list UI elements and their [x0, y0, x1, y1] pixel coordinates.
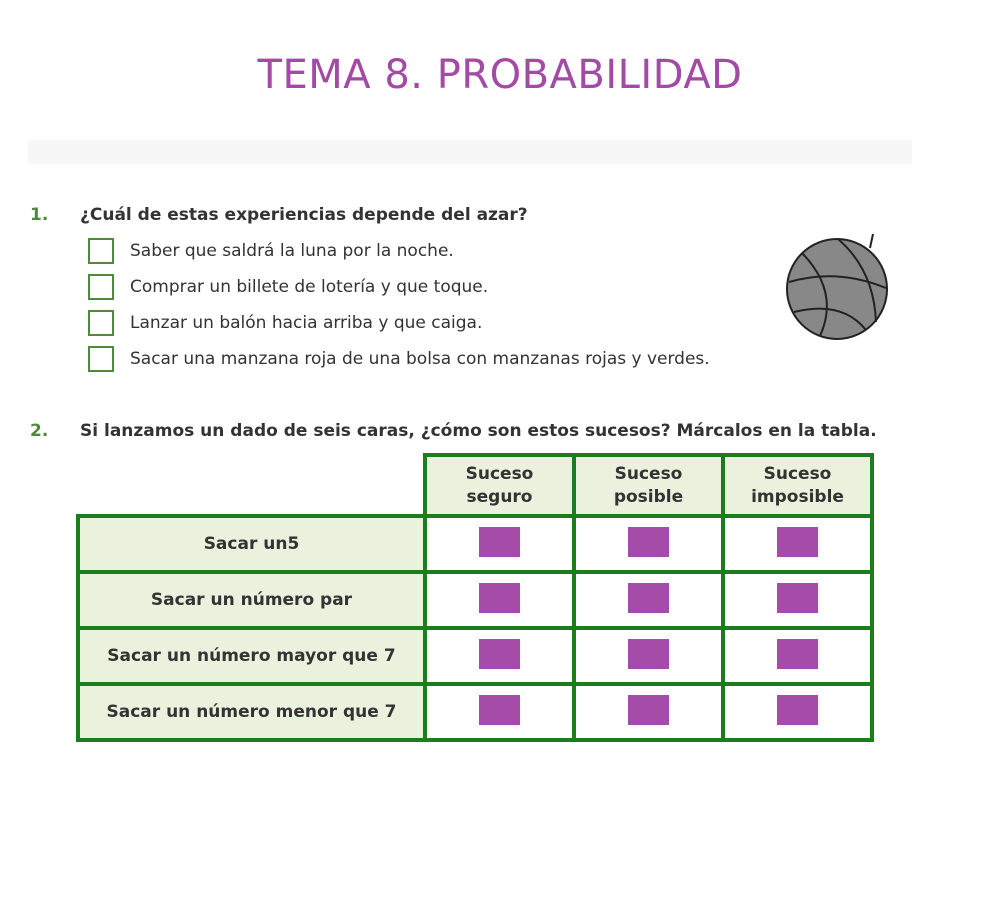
events-table: [76, 453, 874, 742]
table-cell: [723, 516, 872, 572]
answer-slot-posible[interactable]: [628, 583, 669, 613]
table-cell: [574, 628, 723, 684]
answer-slot-imposible[interactable]: [777, 583, 818, 613]
table-corner: [78, 455, 425, 516]
row-label: Sacar un número menor que 7: [78, 684, 425, 740]
column-header-posible: Suceso posible: [574, 455, 723, 516]
table-row: [78, 628, 872, 684]
answer-slot-imposible[interactable]: [777, 527, 818, 557]
answer-slot-imposible[interactable]: [777, 639, 818, 669]
answer-slot-posible[interactable]: [628, 695, 669, 725]
row-label: Sacar un número mayor que 7: [78, 628, 425, 684]
option-4-label: Sacar una manzana roja de una bolsa con manzanas rojas y verdes.: [130, 349, 710, 369]
answer-slot-seguro[interactable]: [479, 695, 520, 725]
option-3: [88, 309, 482, 337]
answer-slot-seguro[interactable]: [479, 527, 520, 557]
table-cell: [574, 684, 723, 740]
question-2-number: 2.: [30, 421, 49, 441]
option-2-checkbox[interactable]: [88, 274, 114, 300]
question-2-text: Si lanzamos un dado de seis caras, ¿cómo son estos sucesos? Márcalos en la tabla.: [80, 421, 877, 441]
option-1: [88, 237, 454, 265]
option-3-checkbox[interactable]: [88, 310, 114, 336]
table-cell: [425, 684, 574, 740]
table-row: [78, 516, 872, 572]
option-3-label: Lanzar un balón hacia arriba y que caiga.: [130, 313, 483, 333]
option-2-label: Comprar un billete de lotería y que toque.: [130, 277, 489, 297]
answer-slot-imposible[interactable]: [777, 695, 818, 725]
table-cell: [723, 628, 872, 684]
table-cell: [425, 628, 574, 684]
answer-slot-seguro[interactable]: [479, 639, 520, 669]
option-4: [88, 345, 710, 373]
row-label: Sacar un número par: [78, 572, 425, 628]
table-cell: [425, 572, 574, 628]
option-4-checkbox[interactable]: [88, 346, 114, 372]
table-cell: [723, 684, 872, 740]
column-header-seguro: Suceso seguro: [425, 455, 574, 516]
question-1-text: ¿Cuál de estas experiencias depende del azar?: [80, 205, 528, 225]
table-cell: [425, 516, 574, 572]
header-divider: [28, 140, 912, 164]
page-title: TEMA 8. PROBABILIDAD: [257, 52, 743, 98]
option-1-label: Saber que saldrá la luna por la noche.: [130, 241, 454, 261]
column-header-imposible: Suceso imposible: [723, 455, 872, 516]
table-row: [78, 684, 872, 740]
answer-slot-posible[interactable]: [628, 527, 669, 557]
table-cell: [723, 572, 872, 628]
answer-slot-seguro[interactable]: [479, 583, 520, 613]
table-cell: [574, 572, 723, 628]
row-label: Sacar un5: [78, 516, 425, 572]
answer-slot-posible[interactable]: [628, 639, 669, 669]
table-cell: [574, 516, 723, 572]
basketball-icon: [782, 230, 894, 342]
option-1-checkbox[interactable]: [88, 238, 114, 264]
table-header-row: [78, 455, 872, 516]
table-row: [78, 572, 872, 628]
question-1-number: 1.: [30, 205, 49, 225]
option-2: [88, 273, 488, 301]
